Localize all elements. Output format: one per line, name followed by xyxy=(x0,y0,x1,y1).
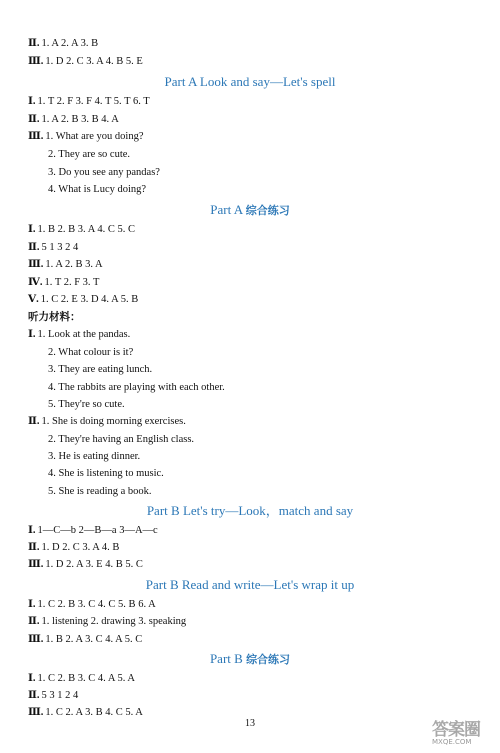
question-number: Ⅰ. xyxy=(28,525,36,536)
answer-text: 4. She is listening to music. xyxy=(48,468,164,479)
question-number: Ⅲ. xyxy=(28,707,44,718)
answer-line xyxy=(46,450,140,463)
answer-line xyxy=(46,398,125,411)
question-number: Ⅰ. xyxy=(28,96,36,107)
answer-text: 1. listening 2. drawing 3. speaking xyxy=(41,616,187,627)
question-number: Ⅱ. xyxy=(28,416,40,427)
section-heading-subtitle: 综合练习 xyxy=(246,653,291,666)
section-heading-subtitle: 综合练习 xyxy=(245,204,290,217)
question-number: Ⅰ. xyxy=(28,673,36,684)
section-heading xyxy=(0,503,500,519)
answer-text: 1. A 2. B 3. B 4. A xyxy=(41,114,119,125)
section-heading xyxy=(0,74,500,90)
answer-text: 1. Look at the pandas. xyxy=(37,329,131,340)
answer-line xyxy=(28,55,143,68)
question-number: Ⅱ. xyxy=(28,690,40,701)
answer-text: 4. The rabbits are playing with each other. xyxy=(48,382,225,393)
answer-text: 5. She is reading a book. xyxy=(48,486,152,497)
watermark-main: 答案圈 xyxy=(432,720,480,740)
answer-text: 1. D 2. A 3. E 4. B 5. C xyxy=(45,559,143,570)
question-number: Ⅱ. xyxy=(28,38,40,49)
answer-line xyxy=(28,598,156,611)
question-number: Ⅴ. xyxy=(28,294,39,305)
section-heading-title: Part A xyxy=(210,202,246,217)
question-number: Ⅰ. xyxy=(28,329,36,340)
watermark-sub: MXQE.COM xyxy=(432,738,472,746)
answer-text: 1. B 2. B 3. A 4. C 5. C xyxy=(37,224,135,235)
answer-text: 5 1 3 2 4 xyxy=(41,242,79,253)
answer-line xyxy=(28,633,142,646)
section-heading-title: Part B xyxy=(209,651,247,666)
answer-text: 1. T 2. F 3. F 4. T 5. T 6. T xyxy=(37,96,150,107)
question-number: Ⅱ. xyxy=(28,542,40,553)
question-number: Ⅲ. xyxy=(28,131,44,142)
answer-line xyxy=(46,363,152,376)
answer-text: 1. C 2. A 3. B 4. C 5. A xyxy=(45,707,143,718)
answer-line xyxy=(28,37,98,50)
section-heading-title: Part A Look and say—Let's spell xyxy=(164,74,336,89)
question-number: Ⅱ. xyxy=(28,242,40,253)
answer-line xyxy=(28,293,138,306)
answer-line xyxy=(46,485,152,498)
question-number: Ⅲ. xyxy=(28,634,44,645)
answer-line xyxy=(28,258,103,271)
answer-text: 1—C—b 2—B—a 3—A—c xyxy=(37,525,158,536)
answer-line xyxy=(46,346,133,359)
answer-line xyxy=(46,166,160,179)
answer-line xyxy=(28,558,143,571)
answer-line xyxy=(46,381,225,394)
answer-text: 1. B 2. A 3. C 4. A 5. C xyxy=(45,634,143,645)
answer-line xyxy=(28,276,99,289)
answer-text: 1. A 2. A 3. B xyxy=(41,38,99,49)
answer-line xyxy=(46,148,130,161)
question-number: Ⅲ. xyxy=(28,259,44,270)
answer-text: 2. They are so cute. xyxy=(48,149,131,160)
answer-line xyxy=(28,689,78,702)
answer-text: 5. They're so cute. xyxy=(48,399,125,410)
answer-text: 3. Do you see any pandas? xyxy=(48,167,160,178)
section-heading-title: Part B Let's try—Look，match and say xyxy=(146,503,354,518)
question-number: Ⅲ. xyxy=(28,56,44,67)
section-heading xyxy=(0,651,500,668)
answer-text: 3. He is eating dinner. xyxy=(48,451,141,462)
answer-text: 1. C 2. B 3. C 4. A 5. A xyxy=(37,673,135,684)
answer-line xyxy=(28,524,158,537)
watermark-logo xyxy=(432,715,494,749)
section-heading xyxy=(0,577,500,593)
section-heading xyxy=(0,202,500,219)
answer-line xyxy=(28,241,78,254)
answer-text: 1. D 2. C 3. A 4. B 5. E xyxy=(45,56,143,67)
answer-line xyxy=(28,672,135,685)
answer-text: 1. C 2. E 3. D 4. A 5. B xyxy=(40,294,139,305)
question-number: Ⅰ. xyxy=(28,599,36,610)
answer-line xyxy=(28,130,144,143)
section-heading-title: Part B Read and write—Let's wrap it up xyxy=(145,577,355,592)
question-number: Ⅲ. xyxy=(28,559,44,570)
answer-line xyxy=(28,415,186,428)
page-number: 13 xyxy=(245,718,255,729)
question-number: Ⅳ. xyxy=(28,277,43,288)
answer-text: 2. They're having an English class. xyxy=(48,434,195,445)
answer-line xyxy=(28,113,119,126)
answer-line xyxy=(28,223,135,236)
answer-text: 1. D 2. C 3. A 4. B xyxy=(41,542,120,553)
answer-line xyxy=(28,541,119,554)
answer-text: 1. What are you doing? xyxy=(45,131,144,142)
question-number: Ⅱ. xyxy=(28,114,40,125)
question-number: Ⅰ. xyxy=(28,224,36,235)
answer-line xyxy=(28,615,186,628)
answer-line xyxy=(46,183,146,196)
answer-line xyxy=(28,328,130,341)
answer-text: 1. C 2. B 3. C 4. C 5. B 6. A xyxy=(37,599,156,610)
answer-text: 4. What is Lucy doing? xyxy=(48,184,147,195)
answer-text: 1. T 2. F 3. T xyxy=(44,277,100,288)
answer-line xyxy=(46,433,194,446)
answer-text: 5 3 1 2 4 xyxy=(41,690,79,701)
answer-text: 3. They are eating lunch. xyxy=(48,364,153,375)
answer-text: 2. What colour is it? xyxy=(48,347,134,358)
answer-line xyxy=(28,95,150,108)
answer-text: 1. She is doing morning exercises. xyxy=(41,416,186,427)
question-number: Ⅱ. xyxy=(28,616,40,627)
answer-text: 1. A 2. B 3. A xyxy=(45,259,103,270)
listening-material-label: 听力材料： xyxy=(28,311,81,323)
answer-line xyxy=(46,467,164,480)
